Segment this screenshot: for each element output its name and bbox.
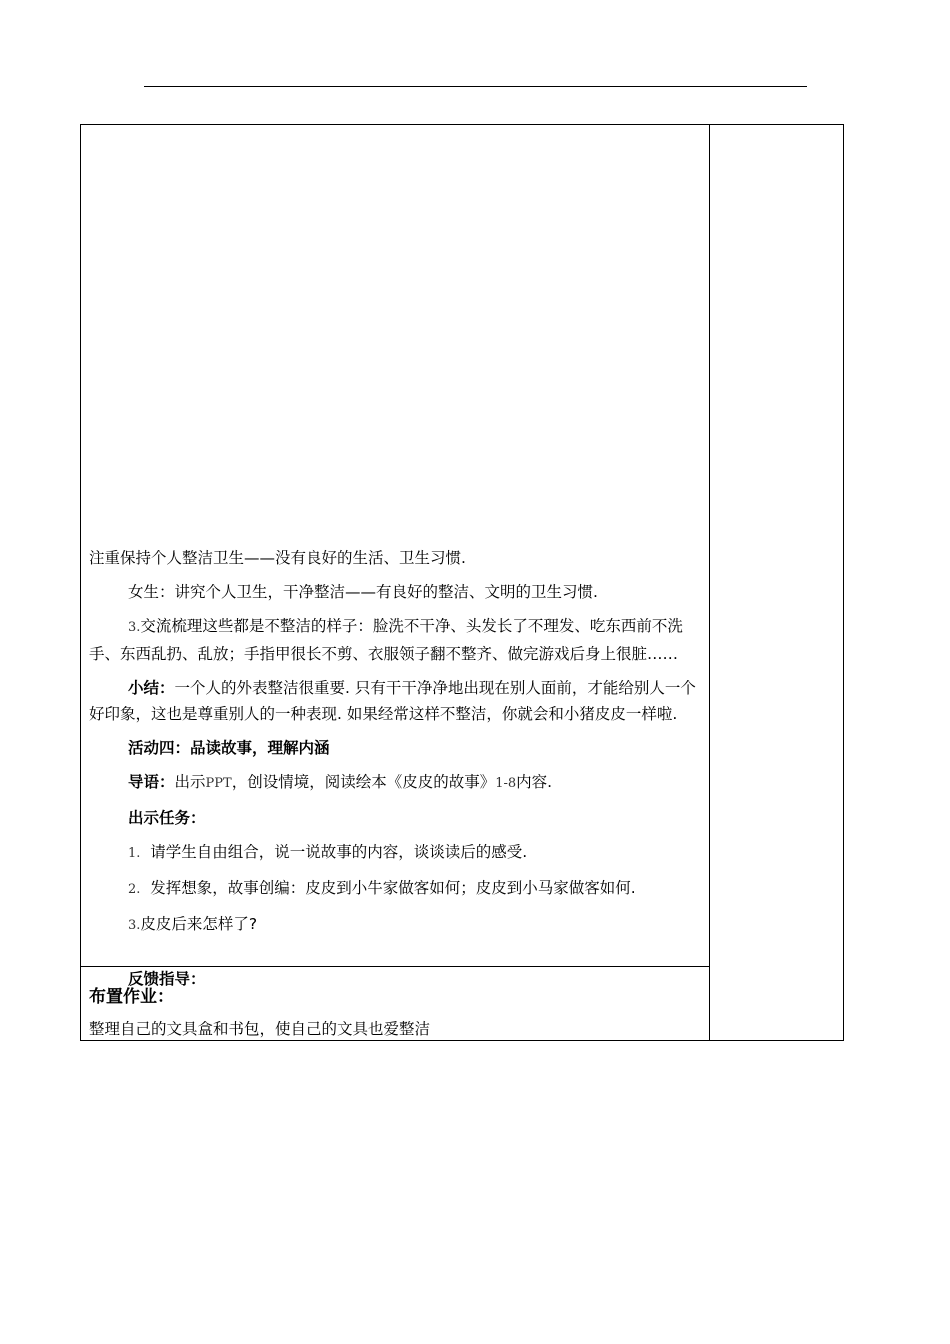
intro-text: 内容. bbox=[516, 773, 553, 791]
list-item bbox=[89, 911, 704, 939]
list-item bbox=[89, 875, 704, 903]
feedback-label: 反馈指导： bbox=[128, 970, 206, 988]
list-item bbox=[89, 839, 704, 867]
homework-title: 布置作业： bbox=[89, 987, 174, 1007]
paragraph-intro bbox=[89, 769, 704, 797]
header-rule bbox=[144, 86, 807, 87]
item-number: 3. bbox=[128, 620, 141, 635]
intro-text: 出示 bbox=[174, 773, 206, 791]
item-number: 2. bbox=[128, 882, 141, 897]
paragraph-discussion bbox=[89, 613, 704, 667]
paragraph-girls: 女生：讲究个人卫生，干净整洁——有良好的整洁、文明的卫生习惯. bbox=[128, 583, 598, 601]
paragraph-boys: 注重保持个人整洁卫生——没有良好的生活、卫生习惯. bbox=[89, 549, 466, 567]
tasks-heading: 出示任务： bbox=[128, 809, 206, 827]
task-text: 皮皮后来怎样了? bbox=[140, 915, 258, 933]
task-text: 请学生自由组合，说一说故事的内容，谈谈读后的感受. bbox=[150, 843, 528, 861]
item-number: 3. bbox=[128, 918, 141, 933]
homework-body: 整理自己的文具盒和书包，使自己的文具也爱整洁 bbox=[89, 1020, 431, 1038]
ppt-label: PPT bbox=[205, 776, 232, 791]
task-text: 发挥想象，故事创编：皮皮到小牛家做客如何；皮皮到小马家做客如何. bbox=[150, 879, 636, 897]
page-range: 1-8 bbox=[495, 776, 517, 791]
discussion-text: 交流梳理这些都是不整洁的样子：脸洗不干净、头发长了不理发、吃东西前不洗手、东西乱扔、乱放；手指甲很长不剪、衣服领子翻不整齐、做完游戏后身上很脏…… bbox=[89, 617, 683, 663]
item-number: 1. bbox=[128, 846, 141, 861]
paragraph-summary bbox=[89, 675, 704, 727]
lesson-content bbox=[89, 545, 704, 947]
summary-text: 一个人的外表整洁很重要. 只有干干净净地出现在别人面前，才能给别人一个好印象，这也是尊重别人的一种表现. 如果经常这样不整洁，你就会和小猪皮皮一样啦. bbox=[89, 679, 696, 723]
task-list bbox=[89, 839, 704, 939]
intro-label: 导语： bbox=[128, 773, 175, 791]
summary-label: 小结： bbox=[128, 679, 175, 697]
activity-heading: 活动四：品读故事，理解内涵 bbox=[128, 739, 330, 757]
table-column-divider bbox=[709, 124, 710, 1041]
intro-text: ，创设情境，阅读绘本《皮皮的故事》 bbox=[231, 773, 496, 791]
